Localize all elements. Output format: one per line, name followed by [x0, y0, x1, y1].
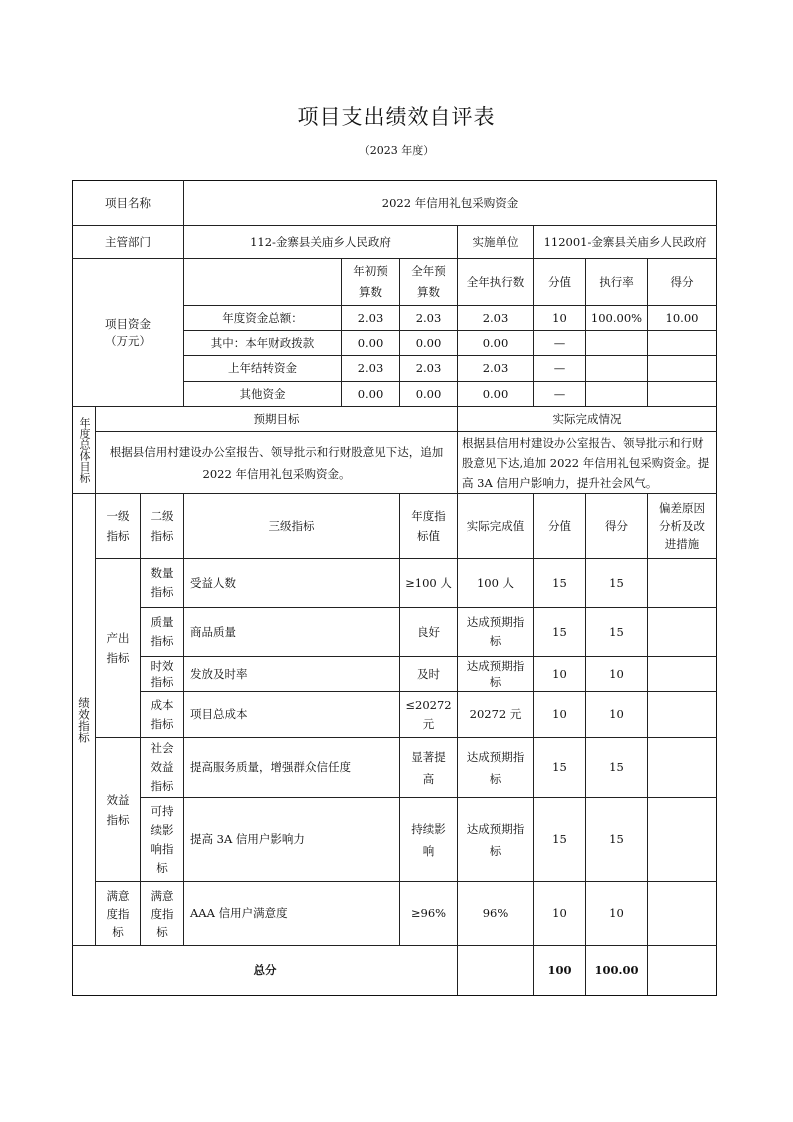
header-score: 得分	[670, 274, 694, 289]
level1-benefit: 效益 指标	[106, 792, 130, 827]
level2-cell: 成本 指标	[150, 697, 174, 731]
actual-cell: 达成预期指 标	[466, 821, 525, 858]
funds-row-score-value: —	[553, 361, 566, 375]
document-title: 项目支出绩效自评表	[297, 105, 496, 129]
indicators-side-label: 绩效指标	[77, 696, 91, 743]
funds-row-executed: 2.03	[482, 361, 509, 375]
funds-row-score	[648, 331, 716, 355]
level1-satisfaction: 满意 度指 标	[106, 888, 130, 939]
score-value-cell: 15	[552, 760, 567, 774]
score-value-cell: 15	[552, 832, 567, 846]
header-executed: 全年执行数	[466, 274, 525, 289]
expected-goal-text: 根据县信用村建设办公室报告、领导批示和行财股意见下达，追加 2022 年信用礼包采购资金。	[109, 444, 444, 481]
funds-row-full: 2.03	[415, 361, 442, 375]
header-level3: 三级指标	[268, 518, 315, 533]
funds-row-full: 0.00	[415, 386, 442, 401]
funds-row-label: 其中：本年财政拨款	[210, 335, 315, 350]
deviation-cell	[648, 798, 716, 881]
funds-label-line1: 项目资金	[105, 316, 151, 331]
target-cell: 持续影 响	[411, 821, 446, 858]
dept-label: 主管部门	[105, 234, 151, 249]
header-level2: 二级 指标	[150, 509, 174, 543]
actual-cell: 达成预期指 标	[466, 749, 525, 786]
target-cell: ≥100 人	[405, 575, 452, 590]
funds-label-line2: （万元）	[105, 333, 151, 348]
actual-cell: 100 人	[476, 575, 515, 590]
funds-row-score: 10.00	[665, 310, 699, 325]
header-actual: 实际完成值	[466, 518, 525, 533]
document-year: （2023 年度）	[358, 144, 435, 157]
target-cell: 良好	[417, 624, 440, 639]
expected-goal-header: 预期目标	[253, 411, 300, 426]
score-cell: 10	[609, 666, 624, 681]
actual-cell: 达成预期指 标	[466, 659, 525, 689]
total-label: 总分	[253, 963, 277, 977]
score-cell: 15	[609, 624, 624, 639]
score-cell: 15	[609, 832, 624, 846]
target-cell: 及时	[417, 666, 440, 681]
deviation-cell	[648, 657, 716, 691]
funds-row-full: 2.03	[415, 310, 442, 325]
funds-row-rate	[586, 331, 647, 355]
score-cell: 10	[609, 906, 624, 920]
score-value-cell: 10	[552, 666, 567, 681]
level3-cell: 项目总成本	[190, 707, 248, 721]
funds-row-budget: 0.00	[357, 386, 384, 401]
funds-row-budget: 2.03	[357, 310, 384, 325]
dept-value: 112-金寨县关庙乡人民政府	[250, 234, 391, 249]
funds-row-score	[648, 356, 716, 381]
funds-row-budget: 0.00	[357, 335, 384, 350]
score-value-cell: 15	[552, 575, 567, 590]
level3-cell: AAA 信用户满意度	[190, 906, 288, 920]
score-value-cell: 10	[552, 707, 567, 721]
header-exec-rate: 执行率	[599, 274, 634, 289]
total-score-value: 100	[547, 963, 572, 977]
actual-cell: 96%	[482, 906, 509, 920]
header-ind-score-value: 分值	[548, 518, 571, 533]
actual-cell: 达成预期指 标	[466, 615, 525, 648]
level3-cell: 发放及时率	[190, 666, 248, 681]
funds-row-executed: 2.03	[482, 310, 509, 325]
funds-row-budget: 2.03	[357, 361, 384, 375]
actual-cell: 20272 元	[469, 707, 522, 721]
funds-row-score	[648, 382, 716, 406]
funds-row-full: 0.00	[415, 335, 442, 350]
deviation-cell	[648, 692, 716, 737]
funds-label	[73, 259, 183, 406]
score-cell: 10	[609, 707, 624, 721]
deviation-cell	[648, 559, 716, 607]
funds-row-executed: 0.00	[482, 335, 509, 350]
target-cell: ≤20272 元	[405, 697, 452, 731]
funds-row-executed: 0.00	[482, 386, 509, 401]
level2-cell: 质量 指标	[150, 615, 174, 648]
level2-cell: 社会 效益 指标	[150, 741, 174, 793]
score-cell: 15	[609, 575, 624, 590]
target-cell: 显著提 高	[411, 749, 446, 786]
unit-value: 112001-金寨县关庙乡人民政府	[543, 234, 707, 249]
header-deviation: 偏差原因 分析及改 进措施	[659, 501, 705, 551]
funds-row-score-value: —	[553, 386, 566, 401]
funds-row-label: 年度资金总额：	[222, 310, 303, 325]
funds-row-rate	[586, 382, 647, 406]
header-budget: 年初预 算数	[353, 264, 388, 299]
project-name-value: 2022 年信用礼包采购资金	[381, 195, 519, 210]
score-value-cell: 15	[552, 624, 567, 639]
level3-cell: 提高服务质量，增强群众信任度	[190, 760, 351, 774]
total-score: 100.00	[594, 963, 639, 977]
header-target: 年度指 标值	[411, 509, 446, 543]
actual-goal-header: 实际完成情况	[552, 411, 622, 426]
funds-row-score-value: —	[553, 335, 566, 350]
goals-side-label: 年度总体目标	[78, 417, 91, 483]
header-level1: 一级 指标	[106, 509, 130, 543]
target-cell: ≥96%	[410, 906, 447, 920]
funds-row-score-value: 10	[552, 310, 567, 325]
level3-cell: 商品质量	[190, 624, 236, 639]
level2-cell: 数量 指标	[150, 566, 174, 599]
funds-row-label: 其他资金	[239, 386, 286, 401]
header-full-year-budget: 全年预 算数	[411, 264, 446, 299]
funds-row-label: 上年结转资金	[228, 361, 297, 375]
unit-label: 实施单位	[472, 234, 519, 249]
header-score-value: 分值	[548, 274, 571, 289]
score-cell: 15	[609, 760, 624, 774]
level2-cell: 时效 指标	[150, 659, 174, 689]
funds-row-rate	[586, 356, 647, 381]
level3-cell: 提高 3A 信用户影响力	[190, 832, 305, 846]
header-ind-score: 得分	[605, 518, 628, 533]
project-name-label: 项目名称	[105, 195, 151, 210]
level3-cell: 受益人数	[190, 575, 236, 590]
funds-row-rate: 100.00%	[590, 310, 643, 325]
score-value-cell: 10	[552, 906, 567, 920]
level1-output: 产出 指标	[106, 631, 130, 665]
level2-cell: 满意 度指 标	[150, 888, 174, 939]
actual-goal-text: 根据县信用村建设办公室报告、领导批示和行财股意见下达,追加 2022 年信用礼包采购资金。提高 3A 信用户影响力，提升社会风气。	[462, 435, 710, 490]
deviation-cell	[648, 882, 716, 945]
deviation-cell	[648, 608, 716, 656]
level2-cell: 可持 续影 响指 标	[150, 803, 174, 875]
deviation-cell	[648, 738, 716, 797]
